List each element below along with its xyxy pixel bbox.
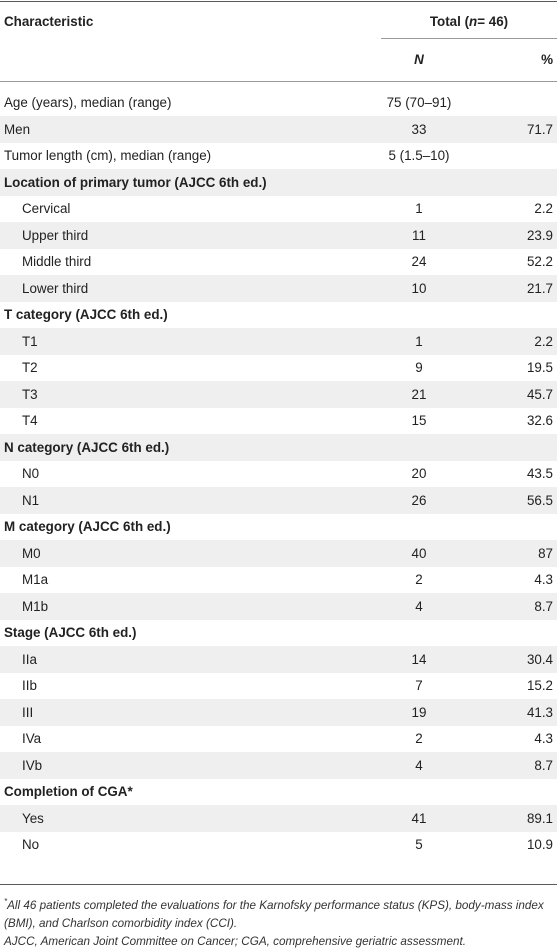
row-label: No (22, 837, 40, 853)
row-label: Cervical (22, 201, 71, 217)
table-row (0, 275, 557, 302)
n-cell: 9 (415, 360, 423, 376)
n-cell: 15 (411, 413, 427, 429)
pct-cell: 15.2 (526, 678, 553, 694)
n-cell (381, 302, 457, 329)
row-label: M0 (22, 545, 41, 561)
pct-column-header: % (541, 51, 553, 67)
pct-cell: 8.7 (534, 757, 553, 773)
row-label: Upper third (22, 227, 89, 243)
section-header-row (0, 434, 557, 461)
n-cell: 41 (411, 810, 427, 826)
row-label: T4 (22, 413, 38, 429)
table-row (0, 249, 557, 276)
pct-cell: 19.5 (526, 360, 553, 376)
table-row (0, 116, 557, 143)
row-label: Lower third (22, 280, 89, 296)
section-header-row (0, 620, 557, 647)
pct-cell: 45.7 (526, 386, 553, 402)
table-row (0, 752, 557, 779)
section-label: M category (AJCC 6th ed.) (4, 519, 171, 535)
pct-cell: 71.7 (526, 121, 553, 137)
row-label: IIa (22, 651, 37, 667)
row-label: Men (4, 121, 31, 137)
total-header (381, 8, 557, 35)
n-cell: 24 (411, 254, 427, 270)
table-row (0, 222, 557, 249)
top-rule (0, 1, 557, 2)
table-row (0, 355, 557, 382)
n-cell: 2 (415, 731, 423, 747)
n-cell (381, 779, 457, 806)
table-row (0, 328, 557, 355)
footnote-star-text: All 46 patients completed the evaluations for the Karnofsky performance status (KPS), body-mass index (BMI), and Charlson comorbidity index (CCI). (4, 898, 544, 930)
section-label: T category (AJCC 6th ed.) (4, 307, 168, 323)
pct-cell: 41.3 (526, 704, 553, 720)
table-footnotes (4, 893, 557, 951)
n-cell: 7 (415, 678, 423, 694)
row-label: T3 (22, 386, 38, 402)
n-cell: 1 (415, 201, 423, 217)
table-row (0, 593, 557, 620)
pct-cell: 2.2 (534, 333, 553, 349)
n-cell: 14 (411, 651, 427, 667)
table-row (0, 646, 557, 673)
section-label: Location of primary tumor (AJCC 6th ed.) (4, 174, 267, 190)
pct-cell: 56.5 (526, 492, 553, 508)
row-label: Age (years), median (range) (4, 95, 172, 111)
n-cell (381, 620, 457, 647)
table-row (0, 487, 557, 514)
bottom-rule (0, 884, 557, 885)
row-label: IVb (22, 757, 43, 773)
table-row (0, 540, 557, 567)
pct-cell: 21.7 (526, 280, 553, 296)
n-cell: 5 (415, 837, 423, 853)
n-cell: 1 (415, 333, 423, 349)
header-row-1 (0, 8, 557, 35)
table-row (0, 805, 557, 832)
pct-cell: 4.3 (534, 731, 553, 747)
n-cell (381, 169, 457, 196)
n-cell: 19 (411, 704, 427, 720)
n-cell: 21 (411, 386, 427, 402)
section-label: N category (AJCC 6th ed.) (4, 439, 170, 455)
pct-cell: 52.2 (526, 254, 553, 270)
header-row-2 (0, 46, 557, 73)
n-cell (381, 514, 457, 541)
footnote-abbreviations: AJCC, American Joint Committee on Cancer; CGA, comprehensive geriatric assessment. (4, 934, 467, 948)
n-cell: 33 (411, 121, 427, 137)
row-label: IVa (22, 731, 42, 747)
row-label: M1a (22, 572, 49, 588)
pct-cell: 23.9 (526, 227, 553, 243)
pct-cell: 10.9 (526, 837, 553, 853)
table-row (0, 699, 557, 726)
n-cell (381, 434, 457, 461)
row-label: IIb (22, 678, 37, 694)
row-label: Tumor length (cm), median (range) (4, 148, 212, 164)
n-cell: 2 (415, 572, 423, 588)
table-row (0, 726, 557, 753)
total-suffix: = 46) (477, 13, 509, 29)
pct-cell: 4.3 (534, 572, 553, 588)
n-cell: 40 (411, 545, 427, 561)
section-header-row (0, 169, 557, 196)
pct-cell: 32.6 (526, 413, 553, 429)
section-label: Stage (AJCC 6th ed.) (4, 625, 137, 641)
row-label: M1b (22, 598, 49, 614)
n-cell: 75 (70–91) (386, 95, 452, 111)
footnote-star (4, 893, 557, 933)
pct-cell: 30.4 (526, 651, 553, 667)
row-label: N0 (22, 466, 40, 482)
pct-cell: 87 (538, 545, 553, 561)
total-prefix: Total ( (429, 13, 470, 29)
table-row (0, 567, 557, 594)
row-label: T2 (22, 360, 38, 376)
row-label: III (22, 704, 34, 720)
table-row (0, 381, 557, 408)
section-header-row (0, 779, 557, 806)
table-row (0, 461, 557, 488)
table-row (0, 832, 557, 859)
total-n: n (469, 13, 478, 29)
table-row (0, 196, 557, 223)
footnote-star-mark: * (4, 897, 8, 906)
table-row (0, 408, 557, 435)
row-label: T1 (22, 333, 38, 349)
n-cell: 4 (415, 598, 423, 614)
pct-cell: 43.5 (526, 466, 553, 482)
n-cell: 4 (415, 757, 423, 773)
section-header-row (0, 302, 557, 329)
table-row (0, 90, 557, 117)
pct-cell: 8.7 (534, 598, 553, 614)
table-row (0, 143, 557, 170)
n-cell: 10 (411, 280, 427, 296)
table-row (0, 673, 557, 700)
section-header-row (0, 514, 557, 541)
n-cell: 11 (412, 227, 426, 243)
total-underline (381, 38, 557, 39)
header-rule (0, 81, 557, 82)
pct-cell: 2.2 (534, 201, 553, 217)
characteristic-header: Characteristic (4, 13, 94, 29)
pct-cell: 89.1 (526, 810, 553, 826)
n-cell: 5 (1.5–10) (388, 148, 450, 164)
n-column-header: N (414, 51, 424, 67)
row-label: Yes (22, 810, 44, 826)
row-label: Middle third (22, 254, 92, 270)
n-cell: 20 (411, 466, 427, 482)
section-label: Completion of CGA* (4, 784, 133, 800)
n-cell: 26 (411, 492, 427, 508)
row-label: N1 (22, 492, 40, 508)
